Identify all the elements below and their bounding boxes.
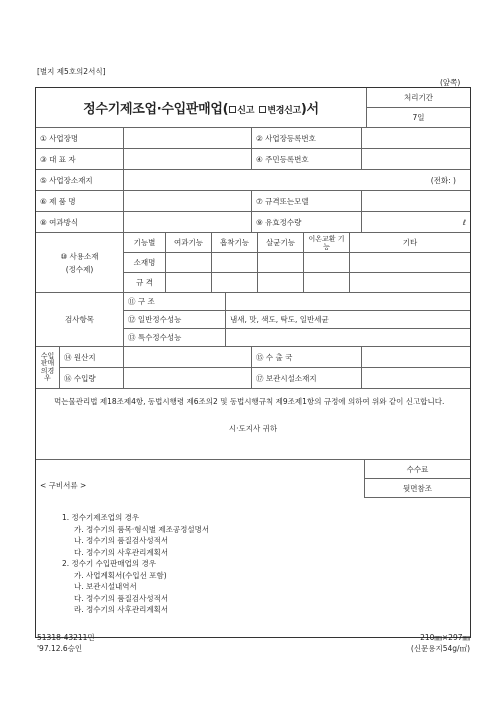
label-material (36, 233, 124, 292)
form-reference: [별지 제5호의2서식] (37, 67, 106, 76)
import-table (60, 347, 470, 388)
title-close: )서 (300, 102, 319, 117)
documents-header-row (36, 460, 470, 498)
input-material-sterilization[interactable] (258, 253, 304, 272)
period-label: 처리기간 (367, 88, 470, 108)
row-filter (36, 212, 470, 233)
phone-label: (전화: ) (430, 175, 456, 185)
label-exporter: ⑮ 수 출 국 (252, 347, 362, 367)
row-material (36, 233, 470, 293)
row-address (36, 170, 470, 191)
label-origin: ⑭ 원산지 (60, 347, 124, 367)
import-quantity-row (60, 368, 470, 388)
input-product-name[interactable] (124, 191, 252, 211)
inspection-table (124, 293, 470, 346)
row-declaration (36, 389, 470, 460)
material-header-ion-exchange: 이온교환 기 능 (304, 233, 350, 252)
footer-approval: '97.12.6승인 (37, 644, 83, 653)
input-address[interactable] (124, 170, 470, 190)
footer-paper: (신문용지54g/㎡) (410, 644, 470, 653)
input-special-performance[interactable] (226, 329, 470, 346)
input-biz-reg-no[interactable] (362, 128, 470, 148)
label-storage: ⑰ 보관시설소재지 (252, 368, 362, 388)
label-address: ⑤ 사업장소재지 (36, 170, 124, 190)
inspection-structure-row (124, 293, 470, 311)
input-material-other[interactable] (350, 253, 470, 272)
label-special-performance: ⑬ 특수정수성능 (124, 329, 226, 346)
material-header-function: 기능별 (124, 233, 166, 252)
fee-value: 뒷면참조 (403, 483, 432, 493)
input-origin[interactable] (124, 347, 252, 367)
input-effective-capacity[interactable] (362, 212, 470, 232)
footer-size: 210㎜×297㎜ (420, 633, 470, 642)
label-general-performance: ⑫ 일반정수성능 (124, 311, 226, 328)
title-option-new: 신고 (237, 106, 255, 116)
declaration-form (35, 87, 471, 638)
doc-item: 나. 정수기의 품질검사성적서 (74, 536, 169, 545)
input-storage[interactable] (362, 368, 470, 388)
label-representative: ③ 대 표 자 (36, 149, 124, 169)
material-sublabel: (정수제) (65, 264, 94, 274)
row-representative (36, 149, 470, 170)
material-row-name-label: 소재명 (124, 253, 166, 272)
label-inspection: 검사항목 (36, 293, 124, 346)
input-resident-no[interactable] (362, 149, 470, 169)
doc-item: 라. 정수기의 사후관리계획서 (74, 605, 169, 614)
input-material-filtration[interactable] (166, 253, 212, 272)
input-spec-sterilization[interactable] (258, 273, 304, 292)
row-inspection (36, 293, 470, 347)
doc-item: 가. 정수기의 품목·형식별 제조공정설명서 (74, 524, 210, 534)
input-spec-adsorption[interactable] (212, 273, 258, 292)
title-main: 정수기제조업·수입판매업( (83, 102, 229, 117)
input-spec-filtration[interactable] (166, 273, 212, 292)
processing-period (367, 88, 470, 127)
inspection-general-row (124, 311, 470, 329)
label-filter-method: ⑧ 여과방식 (36, 212, 124, 232)
material-spec-row (124, 273, 470, 292)
title-row (36, 88, 470, 128)
label-structure: ⑪ 구 조 (124, 293, 226, 310)
input-exporter[interactable] (362, 347, 470, 367)
period-value: 7일 (412, 113, 425, 122)
input-filter-method[interactable] (124, 212, 252, 232)
input-representative[interactable] (124, 149, 252, 169)
form-title (36, 88, 367, 127)
material-table (124, 233, 470, 292)
label-biz-reg-no: ② 사업장등록번호 (252, 128, 362, 148)
input-material-adsorption[interactable] (212, 253, 258, 272)
input-quantity[interactable] (124, 368, 252, 388)
material-row-spec-label: 규 격 (124, 273, 166, 292)
material-header-other: 기타 (402, 238, 418, 247)
capacity-unit: ℓ (462, 217, 466, 227)
label-spec-model: ⑦ 규격또는모델 (252, 191, 362, 211)
label-product-name: ⑥ 제 품 명 (36, 191, 124, 211)
material-name-row (124, 253, 470, 273)
material-header-sterilization: 살균기능 (258, 233, 304, 252)
input-spec-ion-exchange[interactable] (304, 273, 350, 292)
row-product (36, 191, 470, 212)
general-performance-detail: 냄새, 맛, 색도, 탁도, 일반세균 (230, 315, 329, 324)
doc-item: 나. 보관시설내역서 (74, 582, 137, 591)
page-side-label: (앞쪽) (440, 78, 461, 87)
input-material-ion-exchange[interactable] (304, 253, 350, 272)
checkbox-change[interactable] (259, 106, 266, 113)
label-effective-capacity: ⑨ 유효정수량 (252, 212, 362, 232)
input-spec-model[interactable] (362, 191, 470, 211)
checkbox-new[interactable] (229, 106, 236, 113)
row-import (36, 347, 470, 389)
doc-item: 가. 사업계획서(수입선 포함) (74, 570, 167, 580)
documents-block (36, 460, 470, 637)
input-structure[interactable] (226, 293, 470, 310)
doc-item: 1. 정수기제조업의 경우 (62, 513, 140, 522)
input-spec-other[interactable] (350, 273, 470, 292)
declaration-block (36, 389, 470, 459)
row-biz (36, 128, 470, 149)
doc-item: 다. 정수기의 사후관리계획서 (74, 547, 169, 557)
material-label: ⑩ 사용소재 (60, 251, 99, 261)
label-resident-no: ④ 주민등록번호 (252, 149, 362, 169)
input-biz-name[interactable] (124, 128, 252, 148)
material-header-adsorption: 흡착기능 (212, 233, 258, 252)
documents-label: < 구비서류 > (36, 460, 365, 498)
declaration-signature: 시·도지사 귀하 (228, 424, 278, 433)
doc-item: 2. 정수기 수입판매업의 경우 (62, 559, 157, 568)
material-header-row (124, 233, 470, 253)
inspection-special-row (124, 329, 470, 346)
label-biz-name: ① 사업장명 (36, 128, 124, 148)
fee-box (365, 460, 470, 498)
material-header-filtration: 여과기능 (166, 233, 212, 252)
title-option-change: 변경신고 (267, 106, 301, 116)
label-import (36, 347, 60, 388)
documents-list (36, 498, 470, 616)
label-quantity: ⑯ 수입량 (60, 368, 124, 388)
fee-label: 수수료 (365, 460, 470, 479)
row-documents (36, 460, 470, 637)
doc-item: 다. 정수기의 품질검사성적서 (74, 593, 169, 603)
declaration-text: 먹는물관리법 제18조제4항, 동법시행령 제6조의2 및 동법시행규칙 제9조제1항의 규정에 의하여 위와 같이 신고합니다. (54, 397, 445, 406)
import-origin-row (60, 347, 470, 368)
import-label: 수입판매의경우 (40, 351, 55, 382)
footer-code: 51318-43211민 (37, 633, 95, 642)
